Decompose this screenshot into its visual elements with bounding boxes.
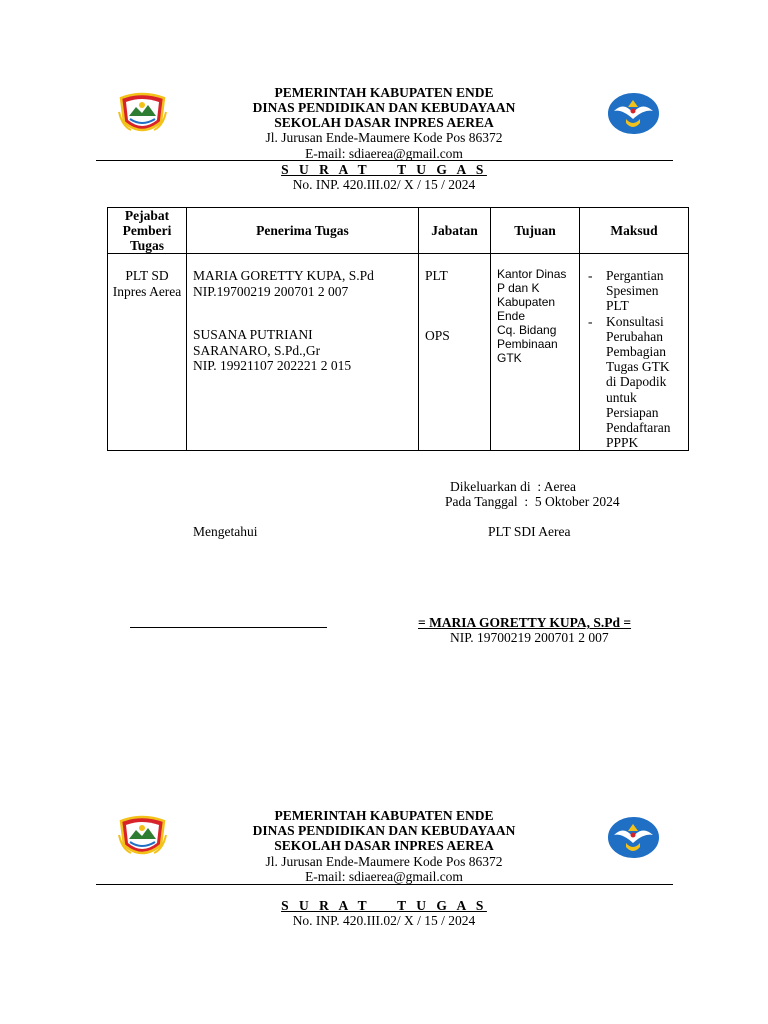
signer-name: = MARIA GORETTY KUPA, S.Pd =: [418, 615, 632, 630]
tujuan-line: Kantor Dinas: [497, 267, 567, 281]
signer-title: PLT SDI Aerea: [488, 524, 571, 539]
kop-line-department: DINAS PENDIDIKAN DAN KEBUDAYAAN: [252, 823, 516, 838]
tujuan-line: Ende: [497, 309, 526, 323]
kop-line-department: DINAS PENDIDIKAN DAN KEBUDAYAAN: [252, 100, 516, 115]
header-jabatan: Jabatan: [419, 208, 491, 254]
list-item: - Pergantian Spesimen PLT: [588, 268, 664, 314]
penerima-1-nip: NIP.19700219 200701 2 007: [193, 283, 349, 299]
jabatan-1: PLT: [425, 268, 448, 283]
kop-line-school: SEKOLAH DASAR INPRES AEREA: [274, 115, 494, 130]
kop-divider: [96, 160, 673, 161]
list-item: - Konsultasi Perubahan Pembagian Tugas GTK di Dapodik untuk Persiapan Pendaftaran PPPK: [588, 313, 671, 451]
document-title: S U R A T T U G A S: [281, 162, 487, 177]
cell-jabatan: [419, 254, 491, 451]
header-tujuan: Tujuan: [491, 208, 580, 254]
signer-nip: NIP. 19700219 200701 2 007: [450, 630, 609, 645]
penerima-1-name: MARIA GORETTY KUPA, S.Pd: [193, 268, 374, 283]
penerima-2-name-cont: SARANARO, S.Pd.,Gr: [193, 342, 321, 358]
tujuan-line: GTK: [497, 351, 522, 365]
kop-address: Jl. Jurusan Ende-Maumere Kode Pos 86372: [265, 854, 503, 869]
penerima-2-nip: NIP. 19921107 202221 2 015: [193, 358, 352, 373]
document-number: No. INP. 420.III.02/ X / 15 / 2024: [292, 913, 476, 928]
jabatan-2: OPS: [425, 327, 450, 343]
kop-email: E-mail: sdiaerea@gmail.com: [305, 146, 463, 161]
maksud-list: [580, 254, 688, 450]
issued-date: Pada Tanggal : 5 Oktober 2024: [445, 494, 620, 509]
table-row: [108, 254, 689, 451]
tujuan-line: Cq. Bidang: [497, 323, 557, 337]
header-maksud: Maksud: [580, 208, 689, 254]
cell-pejabat: PLT SD Inpres Aerea: [108, 254, 187, 451]
kop-divider: [96, 884, 673, 885]
issued-place: Dikeluarkan di : Aerea: [450, 479, 576, 494]
table-header-row: [108, 208, 689, 254]
signature-line-left: [130, 627, 327, 628]
kop-line-government: PEMERINTAH KABUPATEN ENDE: [274, 808, 494, 823]
header-pejabat: Pejabat Pemberi Tugas: [108, 208, 187, 254]
cell-penerima: [187, 254, 419, 451]
header-penerima: Penerima Tugas: [187, 208, 419, 254]
kop-line-government: PEMERINTAH KABUPATEN ENDE: [274, 85, 494, 100]
kop-address: Jl. Jurusan Ende-Maumere Kode Pos 86372: [265, 130, 503, 145]
cell-maksud: [580, 254, 689, 451]
assignment-table: [107, 207, 689, 451]
document-title: S U R A T T U G A S: [281, 898, 487, 913]
kop-line-school: SEKOLAH DASAR INPRES AEREA: [274, 838, 494, 853]
document-number: No. INP. 420.III.02/ X / 15 / 2024: [292, 177, 476, 192]
kop-email: E-mail: sdiaerea@gmail.com: [305, 869, 463, 884]
cell-tujuan: [491, 254, 580, 451]
tujuan-line: P dan K: [497, 281, 540, 295]
mengetahui-label: Mengetahui: [193, 524, 258, 539]
tujuan-line: Pembinaan: [497, 337, 558, 351]
tujuan-line: Kabupaten: [497, 295, 556, 309]
penerima-2-name: SUSANA PUTRIANI: [193, 327, 313, 342]
